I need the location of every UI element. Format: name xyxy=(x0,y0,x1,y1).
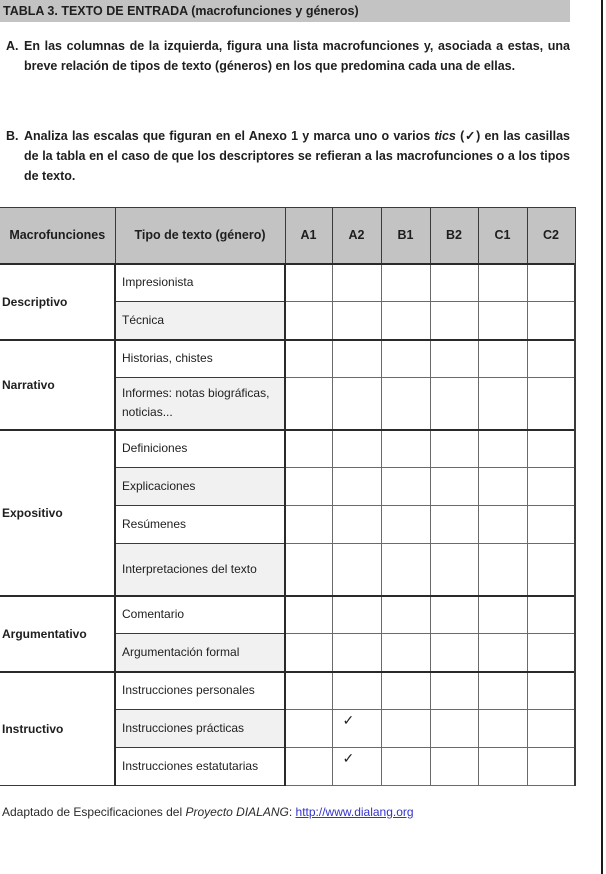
genre-cell: Interpretaciones del texto xyxy=(115,544,285,596)
header-level: B1 xyxy=(381,208,430,264)
level-checkbox-cell-c2[interactable] xyxy=(527,506,575,544)
level-checkbox-cell-a2[interactable] xyxy=(332,506,381,544)
instruction-b-label: B. xyxy=(6,129,19,143)
caption-text: Adaptado de Especificaciones del xyxy=(2,805,186,819)
macrofunction-cell: Expositivo xyxy=(0,430,115,596)
level-checkbox-cell-b1[interactable] xyxy=(381,672,430,710)
level-checkbox-cell-a1[interactable] xyxy=(285,596,332,634)
level-checkbox-cell-b2[interactable] xyxy=(430,340,478,378)
genre-cell: Instrucciones personales xyxy=(115,672,285,710)
genre-cell: Explicaciones xyxy=(115,468,285,506)
level-checkbox-cell-b2[interactable] xyxy=(430,378,478,430)
instruction-a xyxy=(6,36,570,76)
instruction-a-text: En las columnas de la izquierda, figura una lista macrofunciones y, asociada a estas, una breve relación de tipos de texto (géneros) en los que predomina cada una de ellas. xyxy=(24,39,570,73)
table-row xyxy=(0,264,575,302)
level-checkbox-cell-a2[interactable] xyxy=(332,544,381,596)
level-checkbox-cell-b2[interactable] xyxy=(430,264,478,302)
instruction-b-text xyxy=(24,126,570,186)
header-level: C1 xyxy=(478,208,527,264)
checkmark-icon: ✓ xyxy=(342,712,355,728)
level-checkbox-cell-a2[interactable] xyxy=(332,430,381,468)
level-checkbox-cell-c1[interactable] xyxy=(478,748,527,786)
checkmark-icon: ✓ xyxy=(342,750,355,766)
level-checkbox-cell-a1[interactable] xyxy=(285,672,332,710)
instruction-b-text-after: (✓) en las casillas de la tabla en el caso de que los descriptores se refieran a las macrofunciones o a los tipos de texto. xyxy=(24,129,570,183)
level-checkbox-cell-c1[interactable] xyxy=(478,264,527,302)
genre-cell: Instrucciones estatutarias xyxy=(115,748,285,786)
level-checkbox-cell-b2[interactable] xyxy=(430,634,478,672)
level-checkbox-cell-a1[interactable] xyxy=(285,468,332,506)
level-checkbox-cell-c1[interactable] xyxy=(478,710,527,748)
level-checkbox-cell-c2[interactable] xyxy=(527,468,575,506)
level-checkbox-cell-c2[interactable] xyxy=(527,596,575,634)
level-checkbox-cell-a2[interactable] xyxy=(332,378,381,430)
level-checkbox-cell-a1[interactable] xyxy=(285,506,332,544)
macrofunction-cell: Descriptivo xyxy=(0,264,115,340)
macrofunctions-table xyxy=(0,207,576,786)
level-checkbox-cell-b1[interactable] xyxy=(381,340,430,378)
level-checkbox-cell-b1[interactable] xyxy=(381,748,430,786)
header-level: A1 xyxy=(285,208,332,264)
table-title: TABLA 3. TEXTO DE ENTRADA (macrofunciones y géneros) xyxy=(0,0,570,22)
level-checkbox-cell-a2[interactable] xyxy=(332,302,381,340)
genre-cell: Impresionista xyxy=(115,264,285,302)
level-checkbox-cell-a2[interactable] xyxy=(332,468,381,506)
level-checkbox-cell-b1[interactable] xyxy=(381,468,430,506)
header-level: C2 xyxy=(527,208,575,264)
genre-cell: Argumentación formal xyxy=(115,634,285,672)
level-checkbox-cell-b2[interactable] xyxy=(430,506,478,544)
level-checkbox-cell-b2[interactable] xyxy=(430,302,478,340)
level-checkbox-cell-b2[interactable] xyxy=(430,596,478,634)
level-checkbox-cell-b2[interactable] xyxy=(430,672,478,710)
header-level: A2 xyxy=(332,208,381,264)
level-checkbox-cell-b1[interactable] xyxy=(381,596,430,634)
level-checkbox-cell-b1[interactable] xyxy=(381,544,430,596)
genre-cell: Informes: notas biográficas, noticias... xyxy=(115,378,285,430)
level-checkbox-cell-a1[interactable] xyxy=(285,264,332,302)
instruction-b-text-before: Analiza las escalas que figuran en el Anexo 1 y marca uno o varios xyxy=(24,129,435,143)
level-checkbox-cell-c2[interactable] xyxy=(527,378,575,430)
header-row xyxy=(0,208,575,264)
level-checkbox-cell-c2[interactable] xyxy=(527,264,575,302)
header-level: B2 xyxy=(430,208,478,264)
table-row xyxy=(0,430,575,468)
level-checkbox-cell-b1[interactable] xyxy=(381,378,430,430)
genre-cell: Definiciones xyxy=(115,430,285,468)
level-checkbox-cell-b1[interactable] xyxy=(381,506,430,544)
level-checkbox-cell-a1[interactable] xyxy=(285,710,332,748)
macrofunction-cell: Instructivo xyxy=(0,672,115,786)
level-checkbox-cell-b2[interactable] xyxy=(430,748,478,786)
table-row xyxy=(0,340,575,378)
level-checkbox-cell-a1[interactable] xyxy=(285,544,332,596)
level-checkbox-cell-b2[interactable] xyxy=(430,710,478,748)
level-checkbox-cell-a2[interactable] xyxy=(332,672,381,710)
level-checkbox-cell-a2[interactable] xyxy=(332,596,381,634)
level-checkbox-cell-c1[interactable] xyxy=(478,430,527,468)
source-caption xyxy=(2,805,414,819)
macrofunction-cell: Narrativo xyxy=(0,340,115,430)
instruction-a-label: A. xyxy=(6,39,19,53)
level-checkbox-cell-b1[interactable] xyxy=(381,264,430,302)
macrofunction-cell: Argumentativo xyxy=(0,596,115,672)
level-checkbox-cell-a2[interactable] xyxy=(332,264,381,302)
header-genre: Tipo de texto (género) xyxy=(115,208,285,264)
level-checkbox-cell-c2[interactable] xyxy=(527,710,575,748)
level-checkbox-cell-a1[interactable] xyxy=(285,430,332,468)
level-checkbox-cell-c1[interactable] xyxy=(478,340,527,378)
level-checkbox-cell-a1[interactable] xyxy=(285,340,332,378)
level-checkbox-cell-a2[interactable] xyxy=(332,340,381,378)
level-checkbox-cell-a1[interactable] xyxy=(285,302,332,340)
level-checkbox-cell-c1[interactable] xyxy=(478,544,527,596)
level-checkbox-cell-b1[interactable] xyxy=(381,430,430,468)
genre-cell: Resúmenes xyxy=(115,506,285,544)
dialang-link[interactable]: http://www.dialang.org xyxy=(295,805,414,819)
level-checkbox-cell-a2[interactable] xyxy=(332,710,381,748)
level-checkbox-cell-c2[interactable] xyxy=(527,302,575,340)
caption-italic: Proyecto DIALANG xyxy=(185,805,289,819)
level-checkbox-cell-c1[interactable] xyxy=(478,634,527,672)
genre-cell: Técnica xyxy=(115,302,285,340)
level-checkbox-cell-c2[interactable] xyxy=(527,634,575,672)
level-checkbox-cell-a2[interactable] xyxy=(332,748,381,786)
level-checkbox-cell-c2[interactable] xyxy=(527,672,575,710)
level-checkbox-cell-a1[interactable] xyxy=(285,634,332,672)
level-checkbox-cell-c1[interactable] xyxy=(478,672,527,710)
table-row xyxy=(0,596,575,634)
genre-cell: Comentario xyxy=(115,596,285,634)
level-checkbox-cell-c2[interactable] xyxy=(527,340,575,378)
caption-colon: : xyxy=(288,805,296,819)
level-checkbox-cell-c2[interactable] xyxy=(527,544,575,596)
header-macro: Macrofunciones xyxy=(0,208,115,264)
instruction-b xyxy=(6,126,570,186)
level-checkbox-cell-c1[interactable] xyxy=(478,596,527,634)
level-checkbox-cell-c2[interactable] xyxy=(527,430,575,468)
page-edge xyxy=(601,0,603,874)
level-checkbox-cell-c1[interactable] xyxy=(478,468,527,506)
level-checkbox-cell-a1[interactable] xyxy=(285,378,332,430)
level-checkbox-cell-c1[interactable] xyxy=(478,302,527,340)
level-checkbox-cell-b2[interactable] xyxy=(430,430,478,468)
level-checkbox-cell-c1[interactable] xyxy=(478,378,527,430)
level-checkbox-cell-a1[interactable] xyxy=(285,748,332,786)
instruction-b-italic: tics xyxy=(434,129,456,143)
level-checkbox-cell-c2[interactable] xyxy=(527,748,575,786)
level-checkbox-cell-b1[interactable] xyxy=(381,710,430,748)
table-row xyxy=(0,672,575,710)
genre-cell: Historias, chistes xyxy=(115,340,285,378)
level-checkbox-cell-b2[interactable] xyxy=(430,468,478,506)
level-checkbox-cell-b1[interactable] xyxy=(381,302,430,340)
genre-cell: Instrucciones prácticas xyxy=(115,710,285,748)
level-checkbox-cell-b2[interactable] xyxy=(430,544,478,596)
level-checkbox-cell-c1[interactable] xyxy=(478,506,527,544)
level-checkbox-cell-a2[interactable] xyxy=(332,634,381,672)
level-checkbox-cell-b1[interactable] xyxy=(381,634,430,672)
